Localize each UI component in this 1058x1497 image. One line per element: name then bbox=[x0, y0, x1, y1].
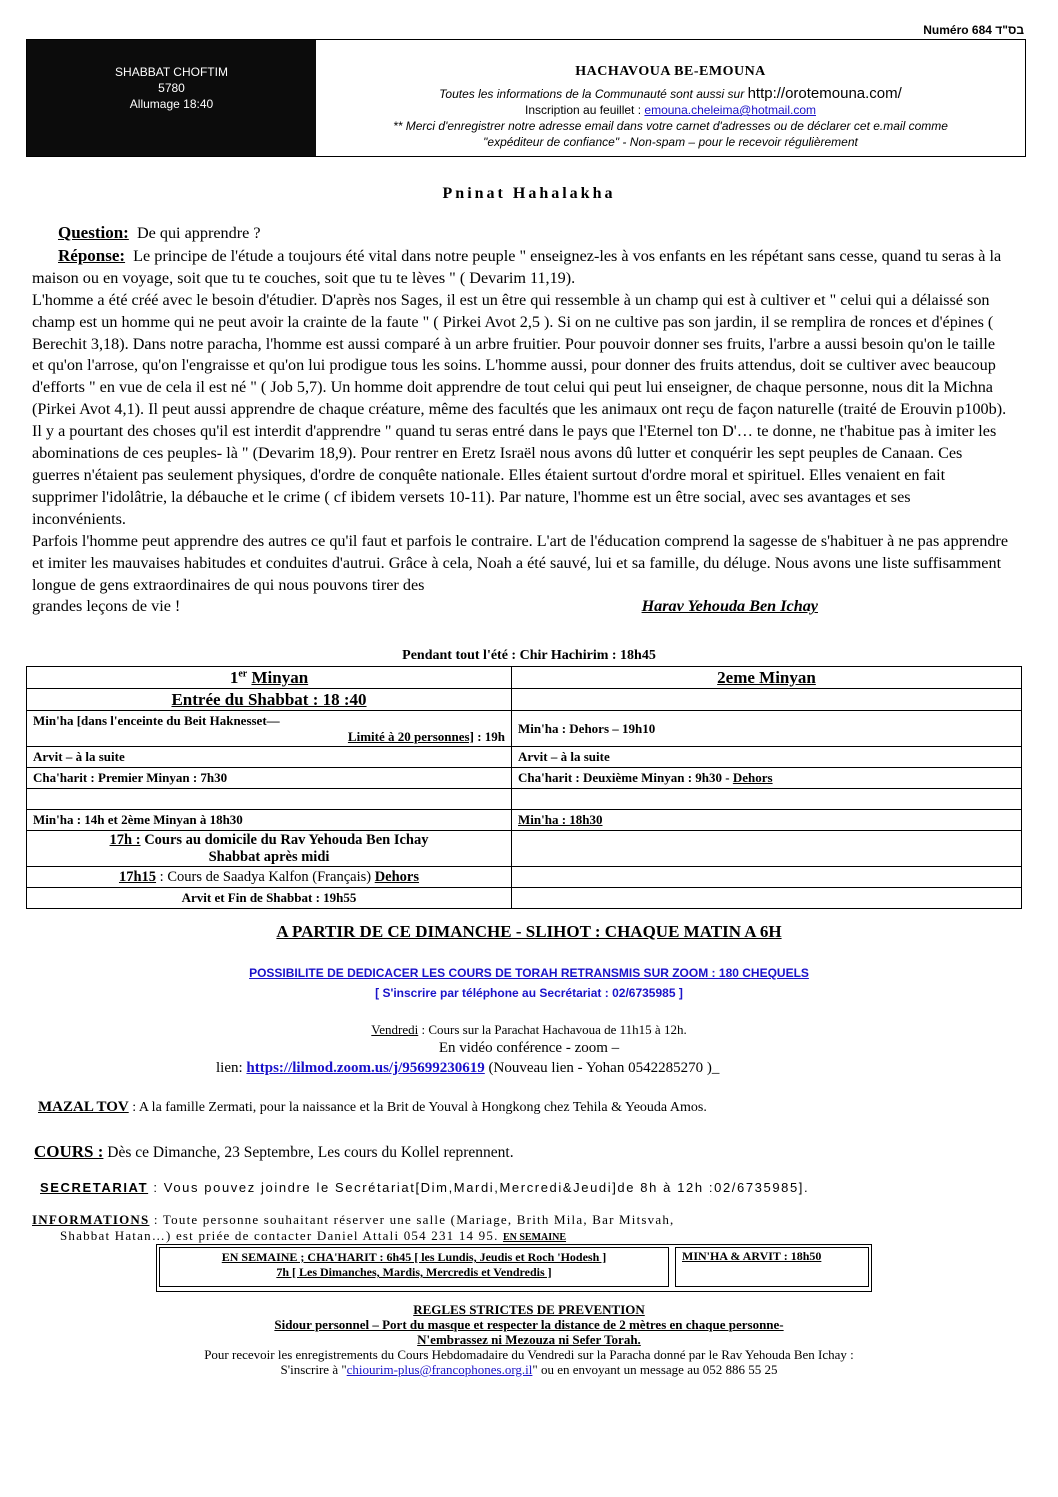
fin-shabbat: Arvit et Fin de Shabbat : 19h55 bbox=[27, 888, 512, 909]
semaine-minha: MIN'HA & ARVIT : 18h50 bbox=[675, 1247, 869, 1287]
table-row bbox=[27, 867, 1022, 888]
slihot-notice: A PARTIR DE CE DIMANCHE - SLIHOT : CHAQUE MATIN A 6H bbox=[276, 922, 782, 941]
table-row bbox=[27, 689, 1022, 711]
chaharit-1: Cha'harit : Premier Minyan : 7h30 bbox=[27, 768, 512, 789]
info-text: Toutes les informations de la Communauté sont aussi sur bbox=[439, 87, 745, 101]
shabbat-info bbox=[27, 40, 316, 156]
arvit-2: Arvit – à la suite bbox=[512, 747, 1022, 768]
question-label: Question: bbox=[58, 223, 129, 242]
minha-1: Min'ha [dans l'enceinte du Beit Haknesset— Limité à 20 personnes] : 19h bbox=[27, 711, 512, 747]
minha-apm-1: Min'ha : 14h et 2ème Minyan à 18h30 bbox=[27, 810, 512, 831]
zoom-link-line: lien: https://lilmod.zoom.us/j/95699230619 (Nouveau lien - Yohan 0542285270 )_ bbox=[216, 1060, 720, 1076]
table-row bbox=[27, 888, 1022, 909]
regles-prevention: REGLES STRICTES DE PREVENTION Sidour personnel – Port du masque et respecter la distance de 2 mètres en chaque personne- N'embrassez ni Mezouza ni Sefer Torah. Pour recevoir les enregistrements du Cours Hebdomadaire du Vendredi sur la Paracha donné par le Rav Yehouda Ben Ichay : S'inscrire à "chiourim-plus@francophones.org.il" ou en envoyant un message au 052 886 55 25 bbox=[204, 1302, 854, 1377]
article-body bbox=[32, 222, 1008, 618]
zoom-link[interactable]: https://lilmod.zoom.us/j/95699230619 bbox=[246, 1060, 485, 1076]
year: 5780 bbox=[158, 81, 185, 95]
table-row bbox=[27, 711, 1022, 747]
cours-17h15: 17h15 : Cours de Saadya Kalfon (Français) Dehors bbox=[27, 867, 512, 888]
note-line-1: ** Merci d'enregistrer notre adresse email dans votre carnet d'adresses ou de déclarer cet e.mail comme bbox=[393, 119, 948, 133]
table-row bbox=[27, 667, 1022, 689]
schedule-table bbox=[26, 666, 1022, 909]
signature: Harav Yehouda Ben Ichay bbox=[641, 597, 818, 616]
site-url[interactable]: http://orotemouna.com/ bbox=[747, 85, 902, 102]
semaine-box bbox=[156, 1244, 872, 1292]
last-line: grandes leçons de vie ! bbox=[32, 597, 181, 616]
table-row bbox=[27, 831, 1022, 867]
video-conference: En vidéo conférence - zoom – bbox=[438, 1040, 620, 1056]
question-text: De qui apprendre ? bbox=[136, 224, 261, 242]
table-row bbox=[27, 747, 1022, 768]
article-heading: Pninat Hahalakha bbox=[442, 185, 616, 202]
minha-apm-2: Min'ha : 18h30 bbox=[512, 810, 1022, 831]
zoom-inscrire: [ S'inscrire par téléphone au Secrétariat : 02/6735985 ] bbox=[375, 986, 683, 1000]
newsletter-title: HACHAVOUA BE-EMOUNA bbox=[575, 64, 766, 79]
inscription-text: Inscription au feuillet : bbox=[525, 103, 642, 117]
issue-number: Numéro 684 בס"ד bbox=[923, 23, 1024, 37]
header-box bbox=[26, 39, 1026, 157]
secretariat: SECRETARIAT : Vous pouvez joindre le Secrétariat[Dim,Mardi,Mercredi&Jeudi]de 8h à 12h :02/6735985]. bbox=[40, 1180, 810, 1195]
zoom-dedicace[interactable]: POSSIBILITE DE DEDICACER LES COURS DE TORAH RETRANSMIS SUR ZOOM : 180 CHEQUELS bbox=[249, 966, 809, 980]
newsletter-info bbox=[316, 40, 1025, 156]
parasha-name: SHABBAT CHOFTIM bbox=[115, 65, 228, 79]
answer-label: Réponse: bbox=[58, 245, 126, 265]
minha-2: Min'ha : Dehors – 19h10 bbox=[512, 711, 1022, 747]
paragraph-1: Le principe de l'étude a toujours été vital dans notre peuple " enseignez-les à vos enfants en les répétant sans cesse, quand tu seras à la maison ou en voyage, soit que tu te couches, soit que tu te lèves " ( Devarim 11,19). bbox=[32, 246, 1002, 287]
col1-header: 1er Minyan bbox=[27, 667, 512, 689]
informations: INFORMATIONS : Toute personne souhaitant réserver une salle (Mariage, Brith Mila, Bar Mitsvah, Shabbat Hatan…) est priée de contacter Daniel Attali 054 231 14 95. EN SEMAINE bbox=[32, 1212, 675, 1243]
table-row bbox=[27, 810, 1022, 831]
semaine-chaharit: EN SEMAINE ; CHA'HARIT : 6h45 [ les Lundis, Jeudis et Roch 'Hodesh ] 7h [ Les Dimanches, Mardis, Mercredis et Vendredis ] bbox=[159, 1247, 669, 1287]
mazal-tov: MAZAL TOV : A la famille Zermati, pour la naissance et la Brit de Youval à Hongkong chez Tehila & Yeouda Amos. bbox=[38, 1099, 707, 1115]
arvit-1: Arvit – à la suite bbox=[27, 747, 512, 768]
chaharit-2: Cha'harit : Deuxième Minyan : 9h30 - Dehors bbox=[512, 768, 1022, 789]
entree-shabbat: Entrée du Shabbat : 18 :40 bbox=[27, 689, 512, 711]
paragraph-4: Parfois l'homme peut apprendre des autres ce qu'il faut et parfois le contraire. L'art de l'éducation comprend la sagesse de s'habituer à ne pas apprendre et imiter les mauvaises habitudes et conduites d'autrui. Grâce à cela, Noah a été sauvé, lui et sa famille, du déluge. Nous avons une liste suffisamment longue de gens extraordinaires de qui nous pouvons tirer des bbox=[32, 531, 1009, 594]
inscription-email[interactable]: emouna.cheleima@hotmail.com bbox=[644, 103, 816, 117]
paragraph-3: Il y a pourtant des choses qu'il est interdit d'apprendre " quand tu seras entré dans le pays que l'Eternel ton D'… te donne, ne t'habitue pas à imiter les abominations de ces peuples- là " (Devarim 18,9). Pour rentrer en Eretz Israël nous avons dû lutter et conquérir les sept peuples de Canaan. Ces guerres n'étaient pas seulement physiques, d'ordre de conquête nationale. Elles étaient surtout d'ordre moral et spirituel. Elles venaient en fait supprimer l'idolâtrie, la débauche et le crime ( cf ibidem versets 10-11). Par nature, l'homme est un être social, avec ses avantages et ses inconvénients. bbox=[32, 422, 997, 528]
chiourim-email[interactable]: chiourim-plus@francophones.org.il bbox=[346, 1362, 533, 1377]
table-row bbox=[27, 768, 1022, 789]
col2-header: 2eme Minyan bbox=[512, 667, 1022, 689]
table-row bbox=[27, 789, 1022, 810]
cours-17h: 17h : Cours au domicile du Rav Yehouda Ben Ichay Shabbat après midi bbox=[27, 831, 512, 867]
cours-notice: COURS : Dès ce Dimanche, 23 Septembre, Les cours du Kollel reprennent. bbox=[34, 1142, 514, 1161]
paragraph-2: L'homme a été créé avec le besoin d'étudier. D'après nos Sages, il est un être qui ressemble à un champ qui est à cultiver et " celui qui a délaissé son champ est un homme qui ne peut avoir la crainte de la faute " ( Pirkei Avot 2,5 ). Si on ne cultive pas son jardin, il se remplira de ronces et d'épines ( Berechit 3,18). Dans notre paracha, l'homme est aussi comparé à un arbre fruitier. Pour pouvoir donner ses fruits, l'arbre a aussi besoin qu'on le taille et qu'on l'arrose, qu'on l'engraisse et qu'on lui prodigue tous les soins. L'homme aussi, pour donner des fruits attendus, doit se cultiver avec beaucoup d'efforts " en vue de cela il est né " ( Job 5,7). Un homme doit apprendre de tout celui qui peut lui enseigner, de chaque personne, nous dit la Michna (Pirkei Avot 4,1). Il peut aussi apprendre de chaque créature, même des facultés que les animaux ont reçu de façon naturelle (traité de Erouvin p100b). bbox=[32, 290, 1007, 419]
summer-line: Pendant tout l'été : Chir Hachirim : 18h45 bbox=[402, 648, 656, 663]
note-line-2: "expéditeur de confiance" - Non-spam – pour le recevoir régulièrement bbox=[483, 135, 858, 149]
vendredi-cours: Vendredi : Cours sur la Parachat Hachavoua de 11h15 à 12h. bbox=[371, 1022, 687, 1037]
candle-lighting: Allumage 18:40 bbox=[129, 97, 214, 111]
